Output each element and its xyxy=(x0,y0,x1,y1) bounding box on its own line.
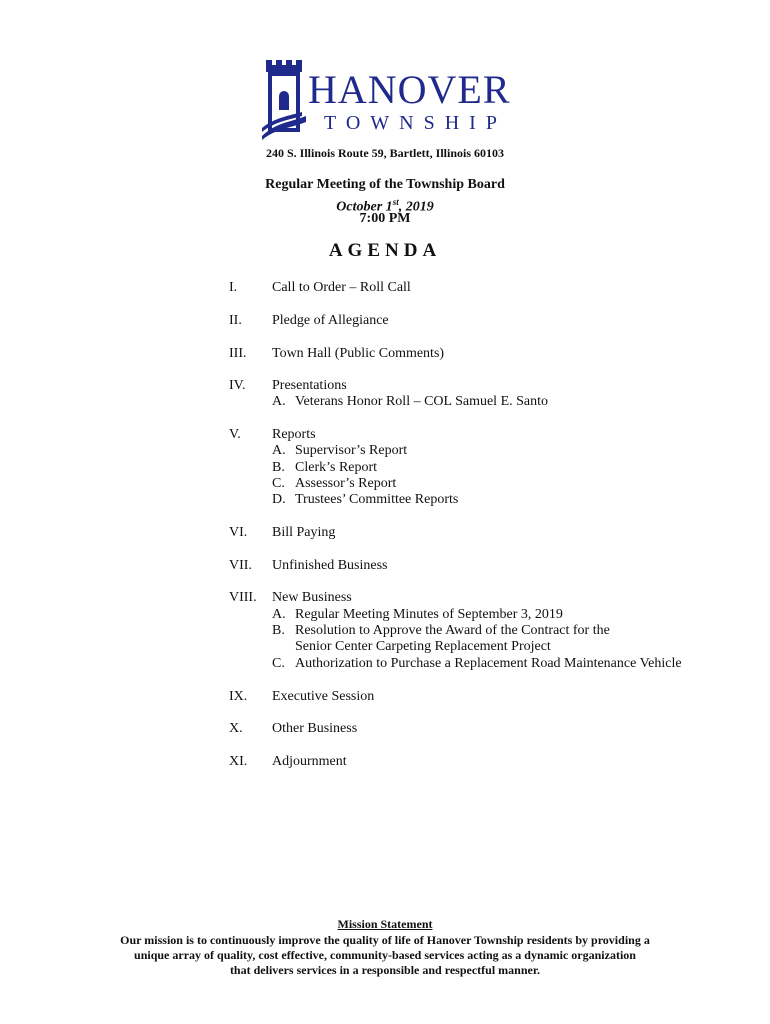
sub-item-letter: C. xyxy=(272,476,285,491)
sub-item-letter: D. xyxy=(272,492,286,507)
agenda-heading: AGENDA xyxy=(328,240,442,261)
agenda-item-text: Call to Order – Roll Call xyxy=(272,280,411,295)
sub-item-letter: A. xyxy=(272,394,286,409)
sub-item-text: Regular Meeting Minutes of September 3, 2019 xyxy=(295,607,563,622)
agenda-item-number: IV. xyxy=(229,378,246,393)
sub-item-letter: B. xyxy=(272,460,285,475)
agenda-item-text: Reports xyxy=(272,427,316,442)
agenda-item-text: Presentations xyxy=(272,378,347,393)
sub-item-letter: A. xyxy=(272,607,286,622)
logo-subtitle: TOWNSHIP xyxy=(324,112,507,134)
mission-line: that delivers services in a responsible and respectful manner. xyxy=(229,963,541,977)
agenda-item-number: II. xyxy=(229,313,242,328)
sub-item-letter: A. xyxy=(272,443,286,458)
agenda-item-number: I. xyxy=(229,280,238,295)
meeting-date: October 1st, 2019 xyxy=(336,197,434,215)
agenda-item-text: Other Business xyxy=(272,721,358,736)
mission-statement xyxy=(95,933,675,978)
sub-item-text-continued: Senior Center Carpeting Replacement Project xyxy=(295,639,551,654)
mission-title: Mission Statement xyxy=(337,917,433,931)
sub-item-text: Trustees’ Committee Reports xyxy=(295,492,459,507)
agenda-item-text: Pledge of Allegiance xyxy=(272,313,389,328)
agenda-item-number: IX. xyxy=(229,689,248,704)
sub-item-letter: C. xyxy=(272,656,285,671)
agenda-item-number: XI. xyxy=(229,754,248,769)
sub-item-text: Assessor’s Report xyxy=(295,476,397,491)
agenda-item-text: Unfinished Business xyxy=(272,558,388,573)
agenda-item-text: Adjournment xyxy=(272,754,347,769)
sub-item-text: Clerk’s Report xyxy=(295,460,378,475)
sub-item-text: Resolution to Approve the Award of the Contract for the xyxy=(295,623,610,638)
agenda-item-text: Executive Session xyxy=(272,689,375,704)
agenda-item-text: New Business xyxy=(272,590,352,605)
address: 240 S. Illinois Route 59, Bartlett, Illinois 60103 xyxy=(265,146,504,160)
meeting-time: 7:00 PM xyxy=(359,211,411,226)
logo-name: HANOVER xyxy=(308,67,511,112)
agenda-item-number: V. xyxy=(229,427,241,442)
agenda-item-text: Town Hall (Public Comments) xyxy=(272,346,445,361)
sub-item-text: Veterans Honor Roll – COL Samuel E. Santo xyxy=(295,394,549,409)
mission-line: Our mission is to continuously improve the quality of life of Hanover Township residents by providing a xyxy=(120,933,650,947)
agenda-item-text: Bill Paying xyxy=(272,525,336,540)
mission-line: unique array of quality, cost effective, community-based services acting as a dynamic organization xyxy=(134,948,636,962)
meeting-title: Regular Meeting of the Township Board xyxy=(265,177,505,192)
sub-item-text: Supervisor’s Report xyxy=(295,443,408,458)
agenda-item-number: VI. xyxy=(229,525,248,540)
agenda-item-number: X. xyxy=(229,721,243,736)
sub-item-text: Authorization to Purchase a Replacement Road Maintenance Vehicle xyxy=(295,656,682,671)
agenda-item-number: III. xyxy=(229,346,247,361)
agenda-item-number: VIII. xyxy=(229,590,257,605)
sub-item-letter: B. xyxy=(272,623,285,638)
agenda-item-number: VII. xyxy=(229,558,252,573)
